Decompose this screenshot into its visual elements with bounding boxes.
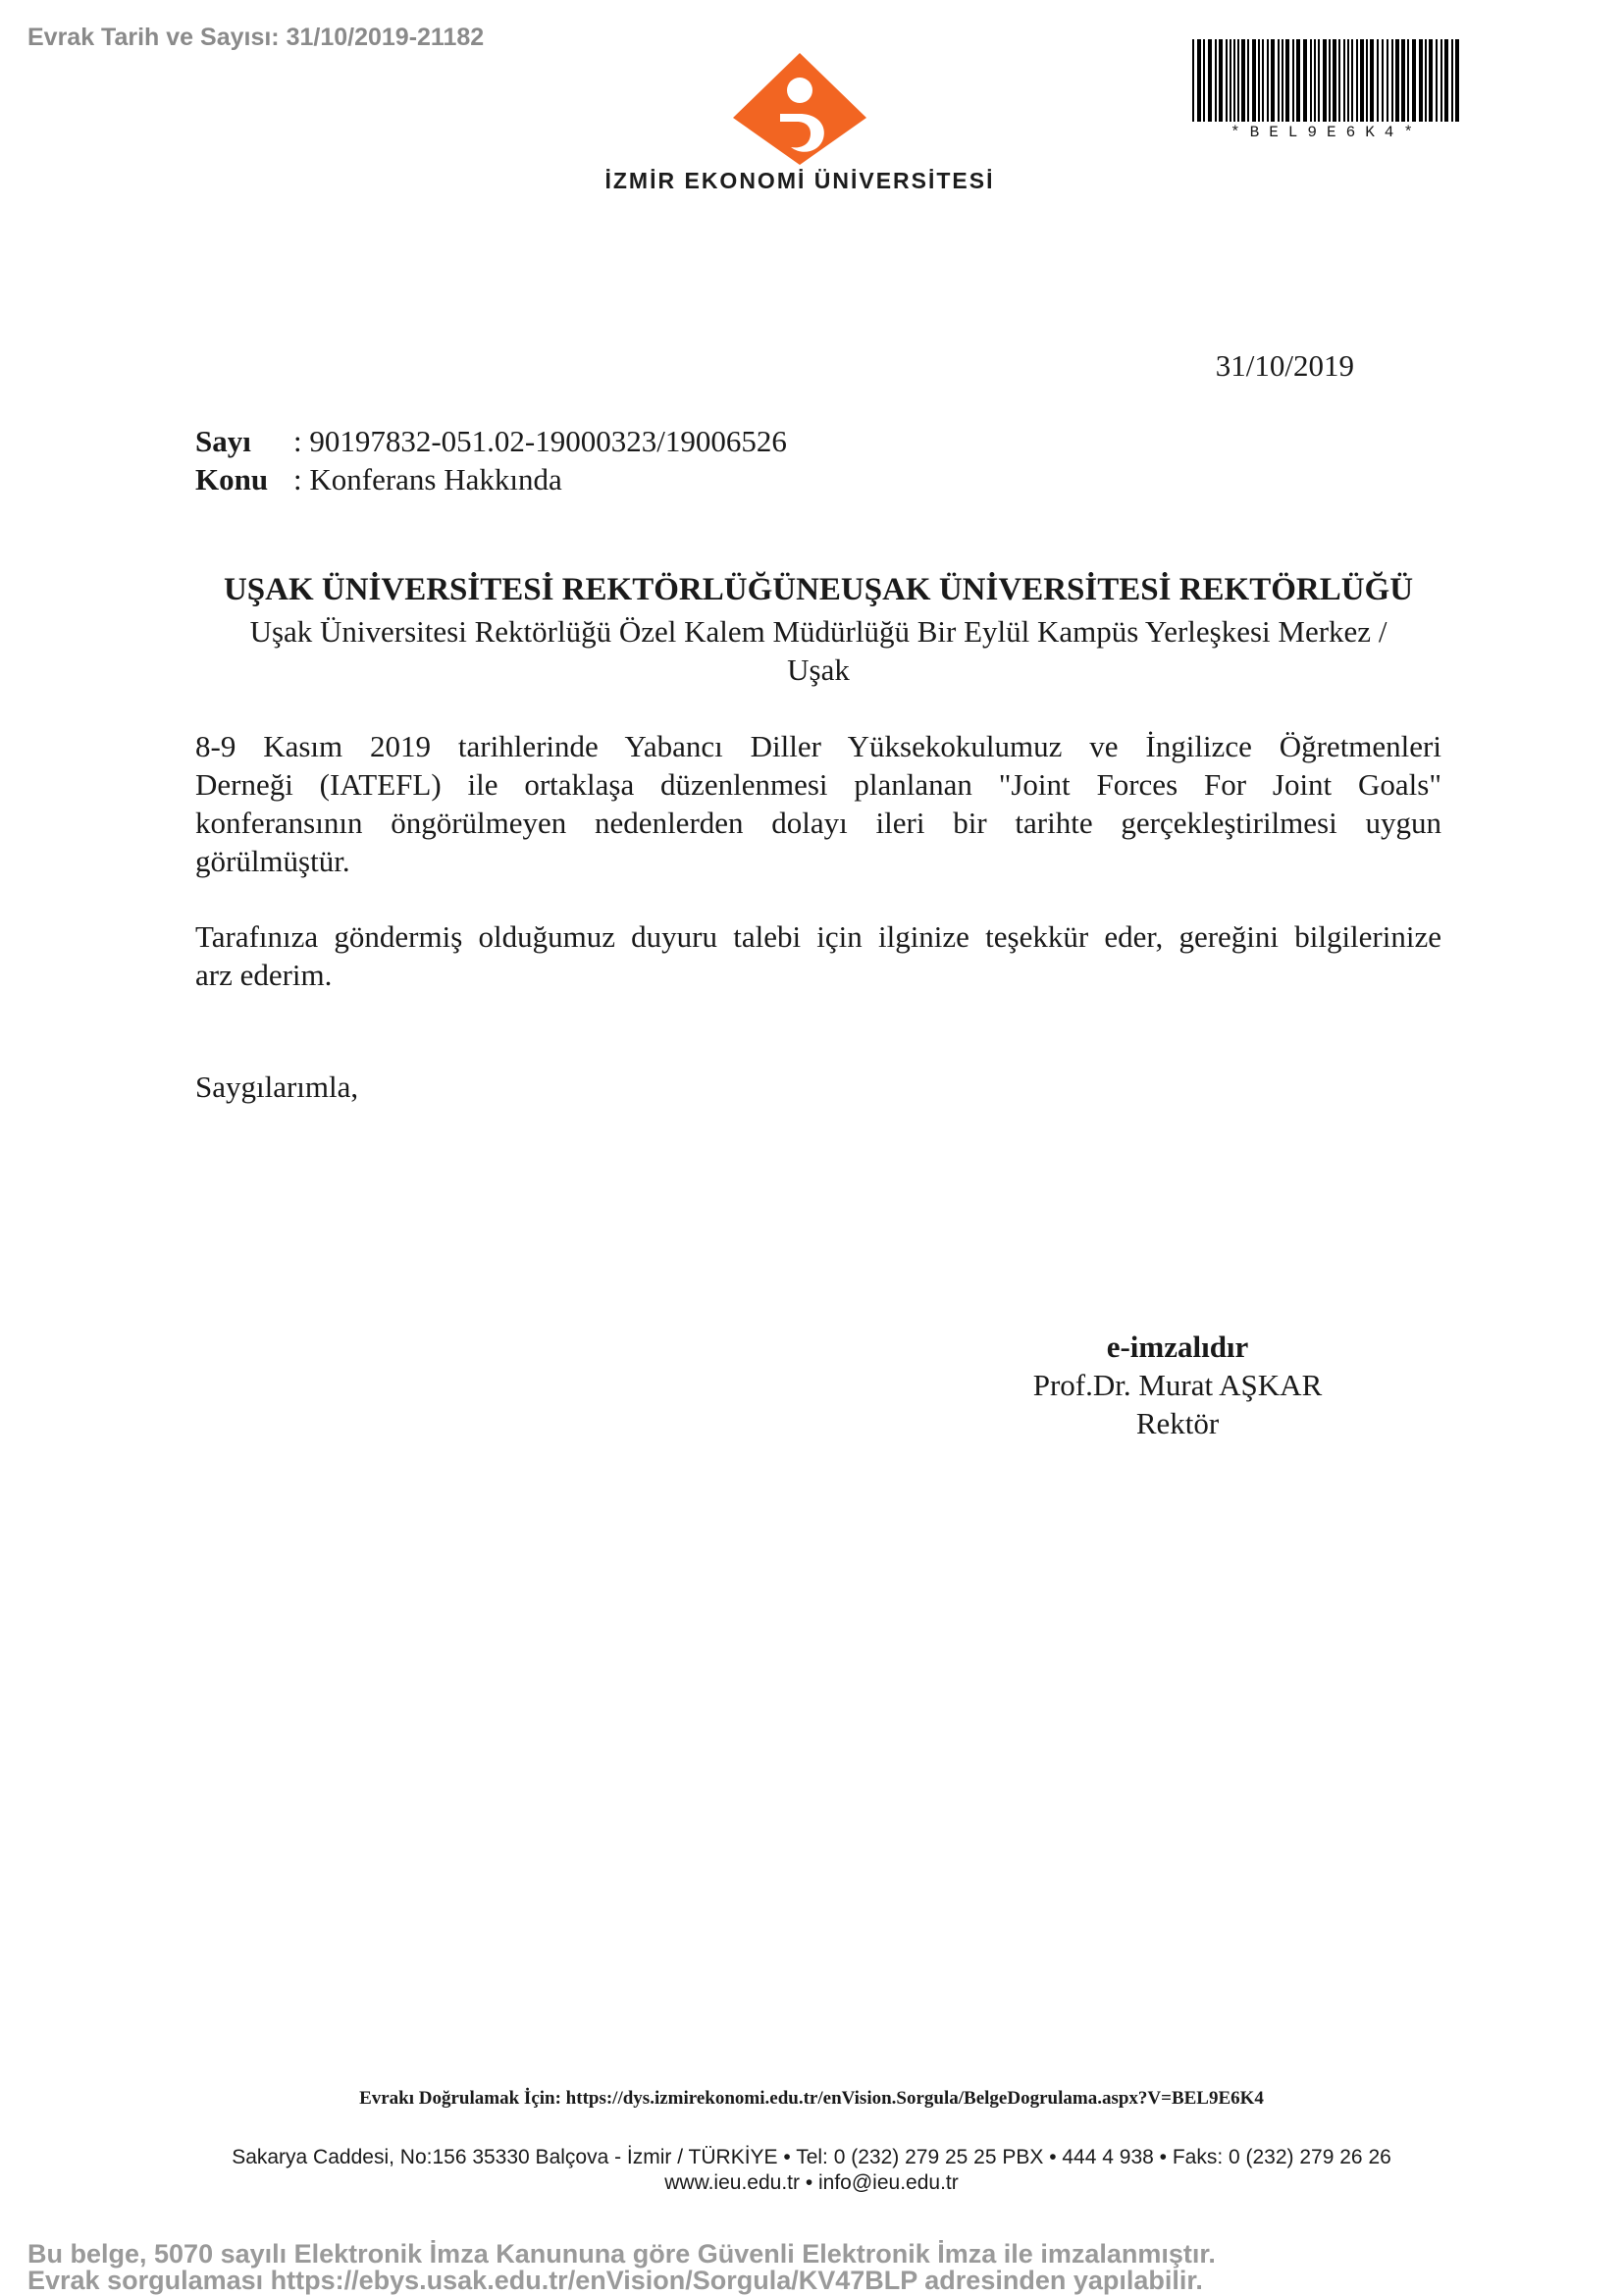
konu-label: Konu	[195, 462, 269, 496]
contact-links[interactable]: www.ieu.edu.tr • info@ieu.edu.tr	[664, 2171, 959, 2194]
paragraph-line: arz ederim.	[195, 958, 333, 992]
paragraph-line: görülmüştür.	[195, 844, 350, 878]
sayi-label: Sayı	[195, 424, 251, 458]
recipient-address-line: Uşak	[787, 652, 850, 687]
izmir-ekonomi-logo-icon	[726, 51, 873, 169]
document-barcode	[1190, 39, 1463, 141]
legal-notice: Bu belge, 5070 sayılı Elektronik İmza Kanununa göre Güvenli Elektronik İmza ile imzalanmıştır.	[27, 2239, 1216, 2269]
body-paragraph-1	[195, 727, 1441, 880]
signature-block	[981, 1328, 1374, 1442]
university-name: İZMİR EKONOMİ ÜNİVERSİTESİ	[604, 168, 995, 193]
paragraph-line: 8-9 Kasım 2019 tarihlerinde Yabancı Diller Yüksekokulumuz ve İngilizce Öğretmenleri	[195, 729, 1441, 763]
university-logo	[579, 51, 1021, 198]
konu-value: : Konferans Hakkında	[293, 462, 562, 496]
konu-row	[195, 462, 562, 497]
verification-link[interactable]: Evrakı Doğrulamak İçin: https://dys.izmirekonomi.edu.tr/enVision.Sorgula/BelgeDogrulama.aspx?V=BEL9E6K4	[359, 2088, 1264, 2109]
paragraph-line: Derneği (IATEFL) ile ortaklaşa düzenlenmesi planlanan "Joint Forces For Joint Goals"	[195, 767, 1441, 802]
evrak-date-number: Evrak Tarih ve Sayısı: 31/10/2019-21182	[27, 24, 485, 51]
barcode-icon	[1190, 39, 1463, 122]
paragraph-line: konferansının öngörülmeyen nedenlerden dolayı ileri bir tarihte gerçekleştirilmesi uygun	[195, 806, 1441, 840]
signatory-title: Rektör	[1135, 1406, 1220, 1440]
query-notice[interactable]: Evrak sorgulaması https://ebys.usak.edu.tr/enVision/Sorgula/KV47BLP adresinden yapılabilir.	[27, 2266, 1203, 2295]
recipient-address	[195, 612, 1441, 689]
closing-salutation: Saygılarımla,	[195, 1070, 359, 1104]
recipient-address-line: Uşak Üniversitesi Rektörlüğü Özel Kalem Müdürlüğü Bir Eylül Kampüs Yerleşkesi Merkez /	[249, 614, 1387, 649]
signatory-name: Prof.Dr. Murat AŞKAR	[1032, 1368, 1323, 1402]
address-text: Sakarya Caddesi, No:156 35330 Balçova - İzmir / TÜRKİYE • Tel: 0 (232) 279 25 25 PBX • 444 4 938 • Faks: 0 (232) 279 26 26	[232, 2146, 1391, 2168]
sayi-row	[195, 424, 787, 459]
sayi-value: : 90197832-051.02-19000323/19006526	[293, 424, 787, 458]
paragraph-line: Tarafınıza göndermiş olduğumuz duyuru talebi için ilginize teşekkür eder, gereğini bilgilerinize	[195, 919, 1441, 954]
barcode-code: *BEL9E6K4*	[1230, 124, 1423, 141]
esign-label: e-imzalıdır	[1106, 1330, 1249, 1364]
recipient-title: UŞAK ÜNİVERSİTESİ REKTÖRLÜĞÜNEUŞAK ÜNİVERSİTESİ REKTÖRLÜĞÜ	[223, 572, 1414, 607]
document-date: 31/10/2019	[1215, 348, 1354, 383]
body-paragraph-2	[195, 917, 1441, 994]
footer-address	[0, 2145, 1623, 2196]
